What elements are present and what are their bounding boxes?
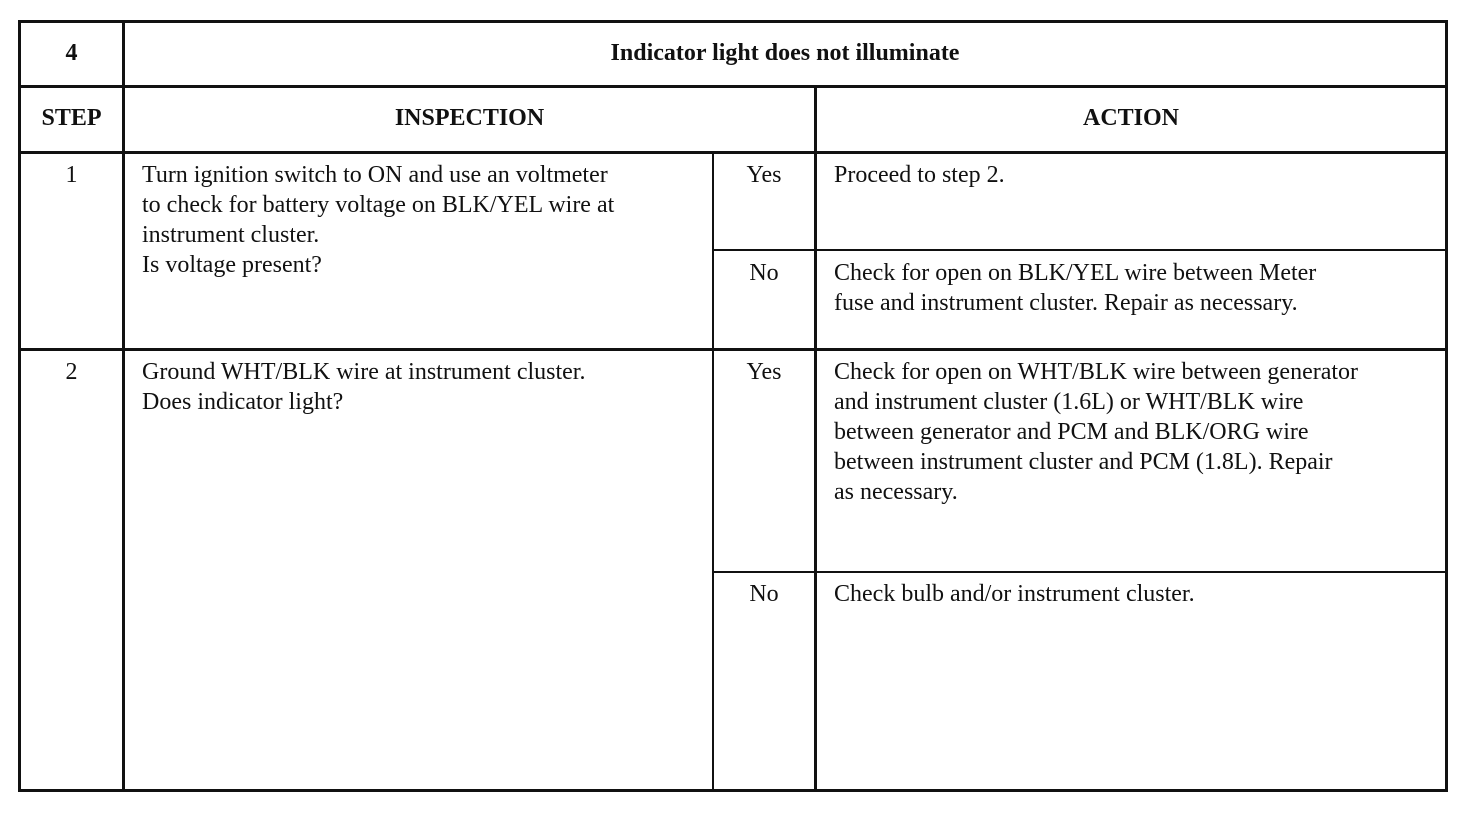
step-1-yes-action: Proceed to step 2.	[834, 162, 1005, 188]
rule-step1-yes-no	[713, 249, 1445, 251]
step-2-no-action: Check bulb and/or instrument cluster.	[834, 581, 1195, 607]
diagnostic-table	[18, 20, 1448, 792]
header-inspection: INSPECTION	[394, 105, 545, 131]
table-number: 4	[65, 40, 78, 66]
rule-action-column	[814, 86, 817, 789]
step-1-no-action: Check for open on BLK/YEL wire between Meter fuse and instrument cluster. Repair as necessary.	[834, 260, 1317, 316]
header-step: STEP	[41, 105, 102, 131]
step-1-no-label: No	[749, 260, 779, 286]
step-1-number: 1	[65, 162, 78, 188]
step-2-inspection: Ground WHT/BLK wire at instrument cluster. Does indicator light?	[142, 359, 586, 415]
step-2-yes-action: Check for open on WHT/BLK wire between generator and instrument cluster (1.6L) or WHT/BLK wire between generator and PCM and BLK/ORG wire between instrument cluster and PCM (1.8L). Repair as necessary.	[834, 359, 1359, 505]
rule-answer-column	[712, 151, 714, 789]
step-2-number: 2	[65, 359, 78, 385]
step-2-no-label: No	[749, 581, 779, 607]
rule-step-column	[122, 23, 125, 789]
rule-under-title	[21, 85, 1445, 88]
table-title: Indicator light does not illuminate	[610, 40, 960, 66]
header-action: ACTION	[1082, 105, 1179, 131]
step-1-inspection: Turn ignition switch to ON and use an voltmeter to check for battery voltage on BLK/YEL wire at instrument cluster. Is voltage present?	[142, 162, 615, 278]
step-2-yes-label: Yes	[746, 359, 782, 385]
rule-step2-yes-no	[713, 571, 1445, 573]
step-1-yes-label: Yes	[746, 162, 782, 188]
rule-under-headers	[21, 151, 1445, 154]
rule-between-steps	[21, 348, 1445, 351]
